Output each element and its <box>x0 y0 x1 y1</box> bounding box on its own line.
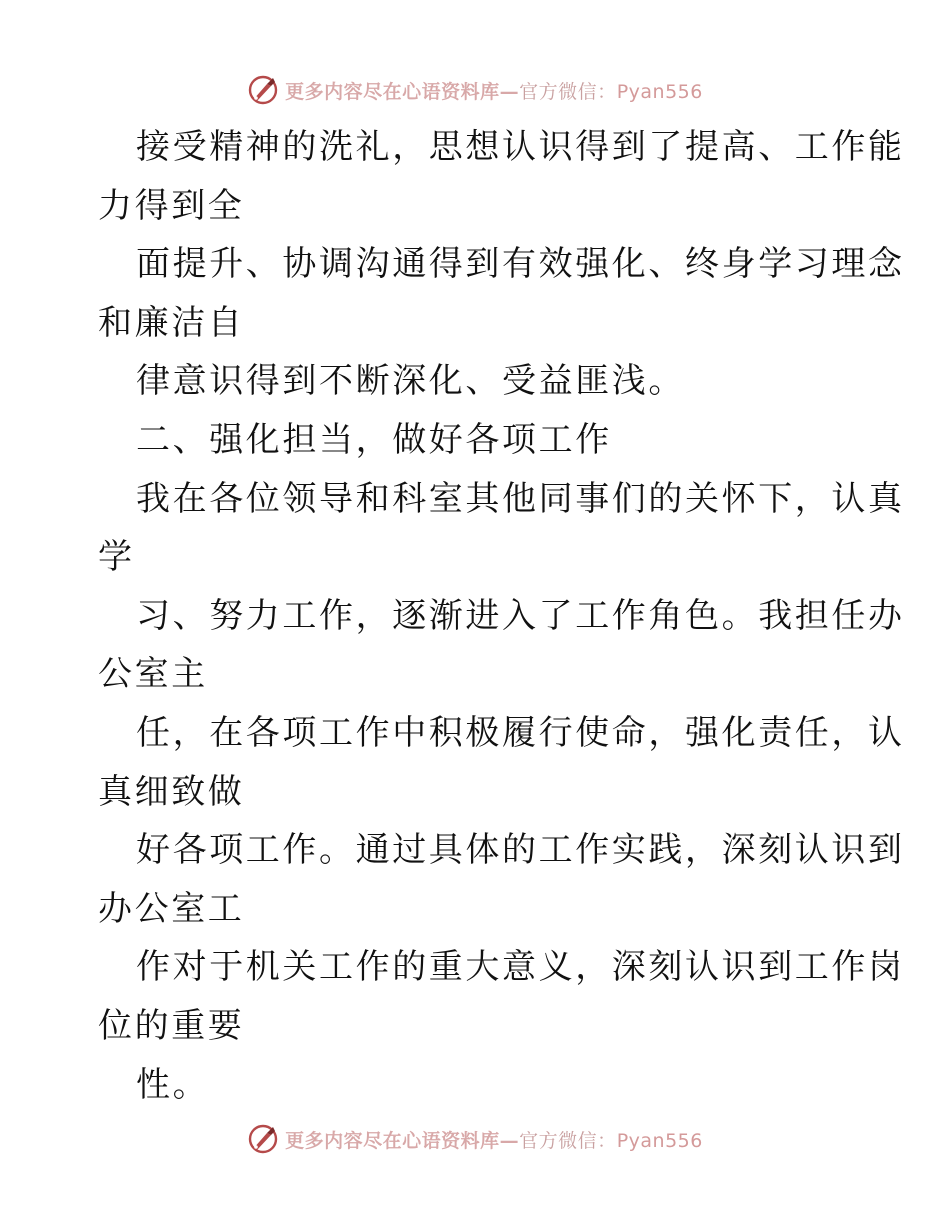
body-line: 力得到全 <box>98 185 245 226</box>
body-line: 真细致做 <box>98 771 245 812</box>
header-handle: Pyan556 <box>616 80 703 103</box>
document-body <box>98 118 905 1114</box>
pen-logo-icon <box>247 1123 279 1155</box>
body-line: 律意识得到不断深化、受益匪浅。 <box>136 361 685 402</box>
footer-site-text: 更多内容尽在心语资料库 <box>285 1129 500 1152</box>
section-heading: 二、强化担当，做好各项工作 <box>136 419 612 460</box>
body-line: 面提升、协调沟通得到有效强化、终身学习理念 <box>136 244 905 285</box>
header-site-text: 更多内容尽在心语资料库 <box>285 80 500 103</box>
body-line: 接受精神的洗礼，思想认识得到了提高、工作能 <box>136 127 905 167</box>
header-watermark-text <box>285 77 703 104</box>
body-line: 我在各位领导和科室其他同事们的关怀下，认真 <box>136 478 905 519</box>
body-line: 作对于机关工作的重大意义，深刻认识到工作岗 <box>136 947 905 988</box>
body-line: 位的重要 <box>98 1005 245 1046</box>
header-wechat-label: 官方微信： <box>519 80 617 103</box>
body-line: 性。 <box>136 1064 210 1105</box>
footer-watermark-text <box>285 1126 703 1153</box>
footer-wechat-label: 官方微信： <box>519 1129 617 1152</box>
body-line: 学 <box>98 537 135 578</box>
body-line: 习、努力工作，逐渐进入了工作角色。我担任办 <box>136 595 905 636</box>
body-line: 办公室工 <box>98 888 245 929</box>
header-watermark <box>0 70 950 110</box>
footer-watermark <box>0 1119 950 1159</box>
header-dash: — <box>499 80 520 103</box>
pen-logo-icon <box>247 74 279 106</box>
body-line: 任，在各项工作中积极履行使命，强化责任，认 <box>136 712 905 753</box>
body-line: 好各项工作。通过具体的工作实践，深刻认识到 <box>136 830 905 871</box>
footer-handle: Pyan556 <box>616 1129 703 1152</box>
body-line: 公室主 <box>98 654 208 695</box>
footer-dash: — <box>499 1129 520 1152</box>
body-line: 和廉洁自 <box>98 302 245 343</box>
